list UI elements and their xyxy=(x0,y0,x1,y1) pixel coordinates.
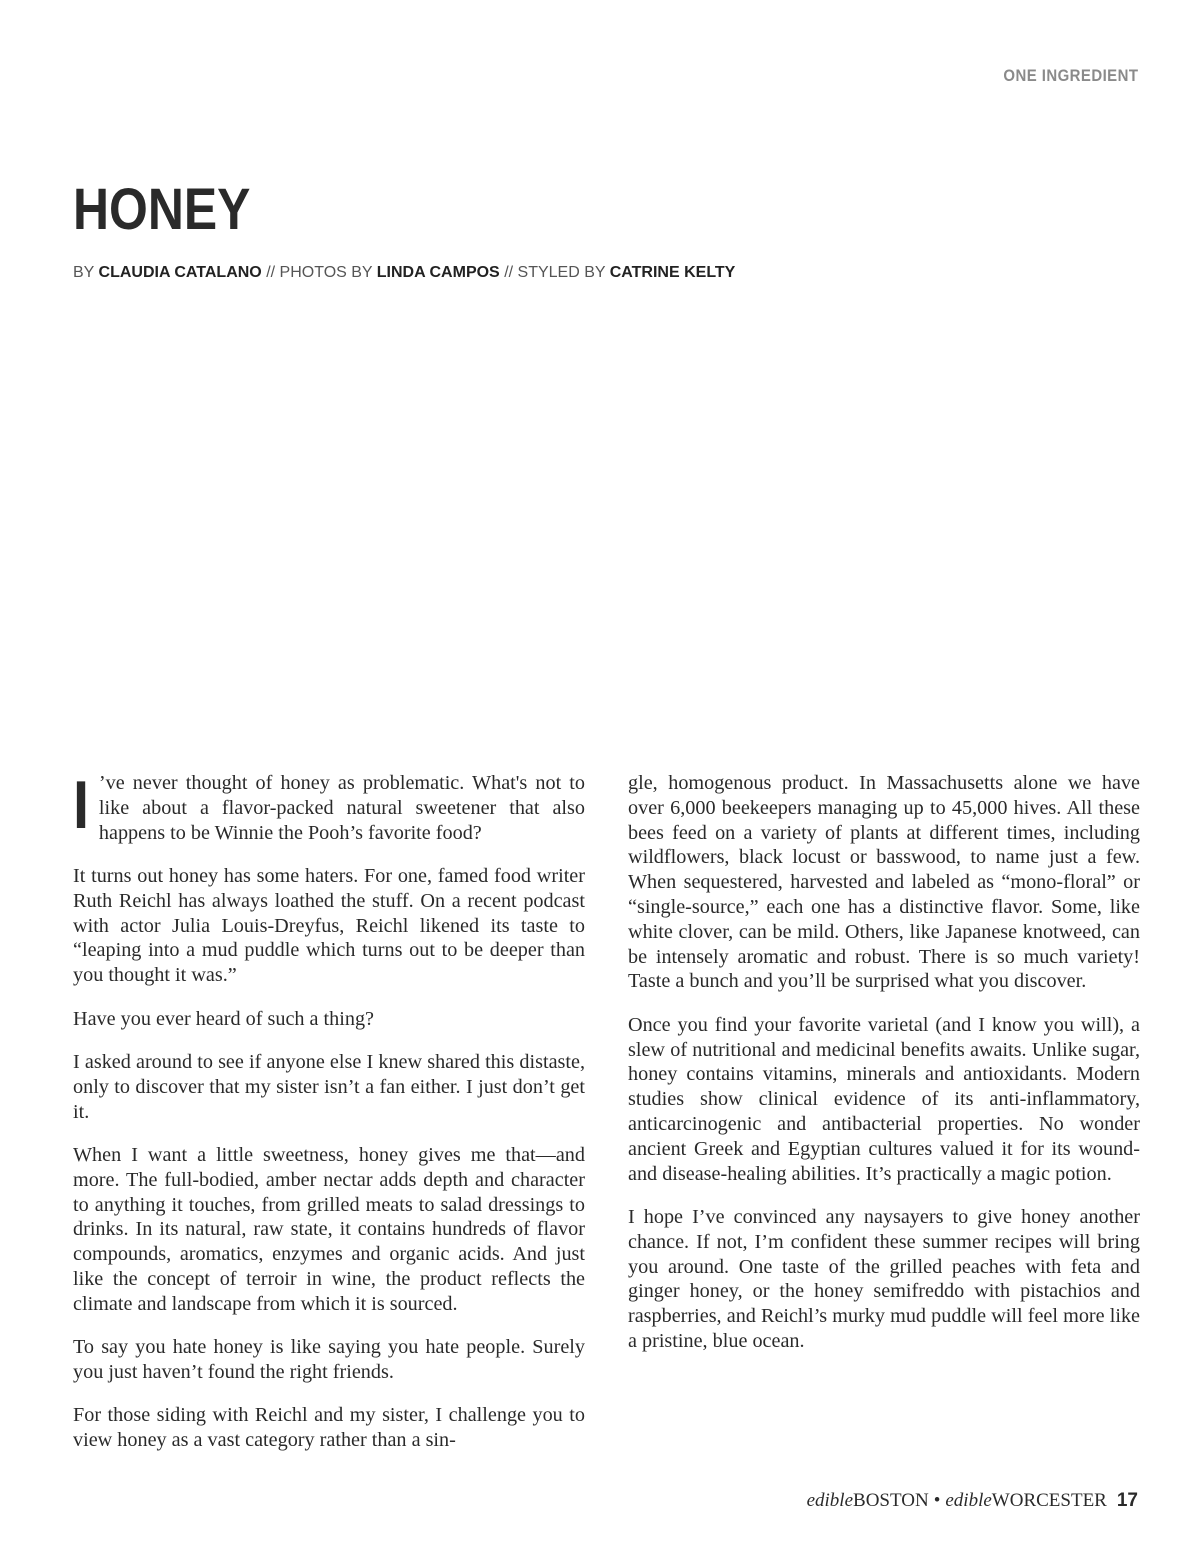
page-footer xyxy=(807,1489,1138,1513)
article-paragraph: It turns out honey has some haters. For one, famed food writer Ruth Reichl has always loathed the stuff. On a recent podcast with actor Julia Louis-Dreyfus, Reichl likened its taste to “leaping into a mud puddle which turns out to be deeper than you thought it was.” xyxy=(73,864,585,987)
article-paragraph: To say you hate honey is like saying you hate people. Surely you just haven’t found the right friends. xyxy=(73,1336,585,1383)
byline xyxy=(73,262,735,284)
article-paragraph: Once you find your favorite varietal (and I know you will), a slew of nutritional and medicinal benefits awaits. Unlike sugar, honey contains vitamins, minerals and antioxidants. Modern studies show clinical evidence of its anti-inflammatory, anticarcinogenic and antibacterial properties. No wonder ancient Greek and Egyptian cultures valued it for its wound- and disease-healing abilities. It’s practically a magic potion. xyxy=(628,1013,1140,1185)
article-paragraph: Have you ever heard of such a thing? xyxy=(73,1007,375,1030)
byline-author: CLAUDIA CATALANO xyxy=(98,264,262,281)
paragraph-text: ’ve never thought of honey as problematic. What's not to like about a flavor-packed natural sweetener that also happens to be Winnie the Pooh’s favorite food? xyxy=(98,772,585,844)
page-number: 17 xyxy=(1116,1490,1138,1511)
article-paragraph: I hope I’ve convinced any naysayers to give honey another chance. If not, I’m confident these summer recipes will bring you around. One taste of the grilled peaches with feta and ginger honey, or the honey semifreddo with pistachios and raspberries, and Reichl’s murky mud puddle will feel more like a pristine, blue ocean. xyxy=(628,1205,1140,1352)
publication-name: BOSTON xyxy=(853,1490,929,1511)
article-right-column xyxy=(628,771,1140,1372)
article-paragraph: I asked around to see if anyone else I knew shared this distaste, only to discover that my sister isn’t a fan either. I just don’t get it. xyxy=(73,1050,585,1123)
byline-stylist: CATRINE KELTY xyxy=(609,264,736,281)
article-paragraph: For those siding with Reichl and my sister, I challenge you to view honey as a vast category rather than a sin- xyxy=(73,1404,585,1452)
article-title: HONEY xyxy=(73,177,251,242)
footer-separator: • xyxy=(933,1490,941,1511)
publication-prefix: edible xyxy=(806,1490,854,1511)
byline-by-prefix: BY xyxy=(73,264,95,281)
byline-photographer: LINDA CAMPOS xyxy=(376,264,500,281)
section-label: ONE INGREDIENT xyxy=(1003,66,1138,85)
publication-prefix: edible xyxy=(945,1490,992,1511)
article-paragraph: When I want a little sweetness, honey gives me that—and more. The full-bodied, amber nectar adds depth and character to anything it touches, from grilled meats to salad dressings to drinks. In its natural, raw state, it contains hundreds of flavor compounds, aromatics, enzymes and organic acids. And just like the concept of terroir in wine, the product reflects the climate and landscape from which it is sourced. xyxy=(73,1143,585,1315)
article-paragraph: gle, homogenous product. In Massachusetts alone we have over 6,000 beekeepers managing up to 45,000 hives. All these bees feed on a variety of plants at different times, including wildflowers, black locust or basswood, to name just a few. When sequestered, harvested and labeled as “mono-floral” or “single-source,” each one has a distinctive flavor. Some, like white clover, can be mild. Others, like Japanese knotweed, can be intensely aromatic and robust. There is so much variety! Taste a bunch and you’ll be surprised what you discover. xyxy=(628,772,1140,993)
byline-styled-prefix: // STYLED BY xyxy=(504,264,606,281)
drop-cap: I xyxy=(73,767,90,843)
publication-name: WORCESTER xyxy=(991,1490,1107,1511)
article-left-column xyxy=(73,767,585,1471)
byline-photos-prefix: // PHOTOS BY xyxy=(266,264,373,281)
article-paragraph xyxy=(73,767,585,845)
